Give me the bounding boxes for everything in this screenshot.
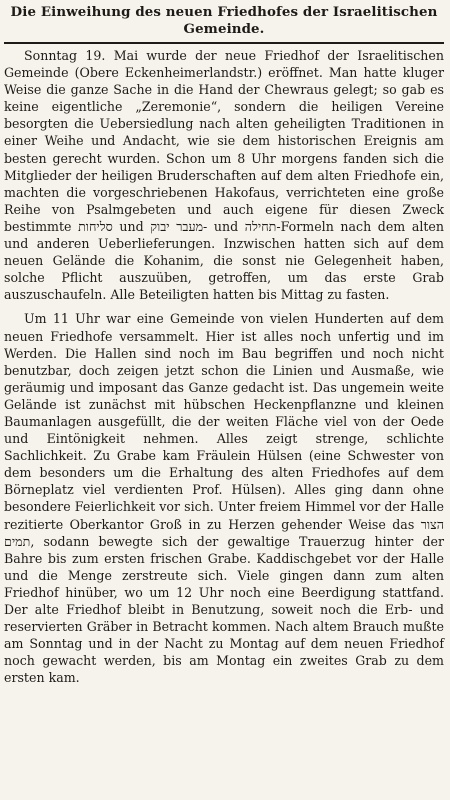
paragraph-1: Sonntag 19. Mai wurde der neue Friedhof der Israelitischen Gemeinde (Obere Eckenheimerlandstr.) eröffnet. Man hatte kluger Weise die ganze Sache in die Hand der Chewraus gelegt; so gab es keine eigentliche „Zeremonie“, sondern die heiligen Vereine besorgten die Uebersiedlung nach alten geheiligten Traditionen in einer Weihe und Andacht, wie sie dem historischen Ereignis am besten gerecht wurden. Schon um 8 Uhr morgens fanden sich die Mitglieder der heiligen Bruderschaften auf dem alten Friedhofe ein, machten die vorgeschriebenen Hakofaus, verrichteten eine große Reihe von Psalmgebeten und auch eigene für diesen Zweck bestimmte סליחות und מעבר יבוק‑ und תחילה‑Formeln nach dem alten und anderen Ueberlieferungen. Inzwischen hatten sich auf dem neuen Gelände die Kohanim, die sonst nie Gelegenheit haben, solche Pflicht auszuüben, getroffen, um das erste Grab auszuschaufeln. Alle Beteiligten hatten bis Mittag zu fasten. — [4, 48, 444, 303]
article-body — [4, 47, 444, 686]
title-divider — [4, 42, 444, 44]
paragraph-2: Um 11 Uhr war eine Gemeinde von vielen Hunderten auf dem neuen Friedhofe versammelt. Hier ist alles noch unfertig und im Werden. Die Hallen sind noch im Bau begriffen und noch nicht benutzbar, doch zeigen jetzt schon die Linien und Ausmaße, wie geräumig und imposant das Ganze gedacht ist. Das ungemein weite Gelände ist zunächst mit hübschen Heckenpflanzne und kleinen Baumanlagen ausgefüllt, die der weiten Fläche viel von der Oede und Eintönigkeit nehmen. Alles zeigt strenge, schlichte Sachlichkeit. Zu Grabe kam Fräulein Hülsen (eine Schwester von dem besonders um die Erhaltung des alten Friedhofes auf dem Börneplatz viel verdienten Prof. Hülsen). Alles ging dann ohne besondere Feierlichkeit vor sich. Unter freiem Himmel vor der Halle rezitierte Oberkantor Groß in zu Herzen gehender Weise das הצור תמים, sodann bewegte sich der gewaltige Trauerzug hinter der Bahre bis zum ersten frischen Grabe. Kaddischgebet vor der Halle und die Menge zerstreute sich. Viele gingen dann zum alten Friedhof hinüber, wo um 12 Uhr noch eine Beerdigung stattfand. Der alte Friedhof bleibt in Benutzung, soweit noch die Erb- und reservierten Gräber in Betracht kommen. Nach altem Brauch mußte am Sonntag und in der Nacht zu Montag auf dem neuen Friedhof noch gewacht werden, bis am Montag ein zweites Grab zu dem ersten kam. — [4, 311, 444, 686]
article-title: Die Einweihung des neuen Friedhofes der Israelitischen Gemeinde. — [10, 4, 438, 37]
